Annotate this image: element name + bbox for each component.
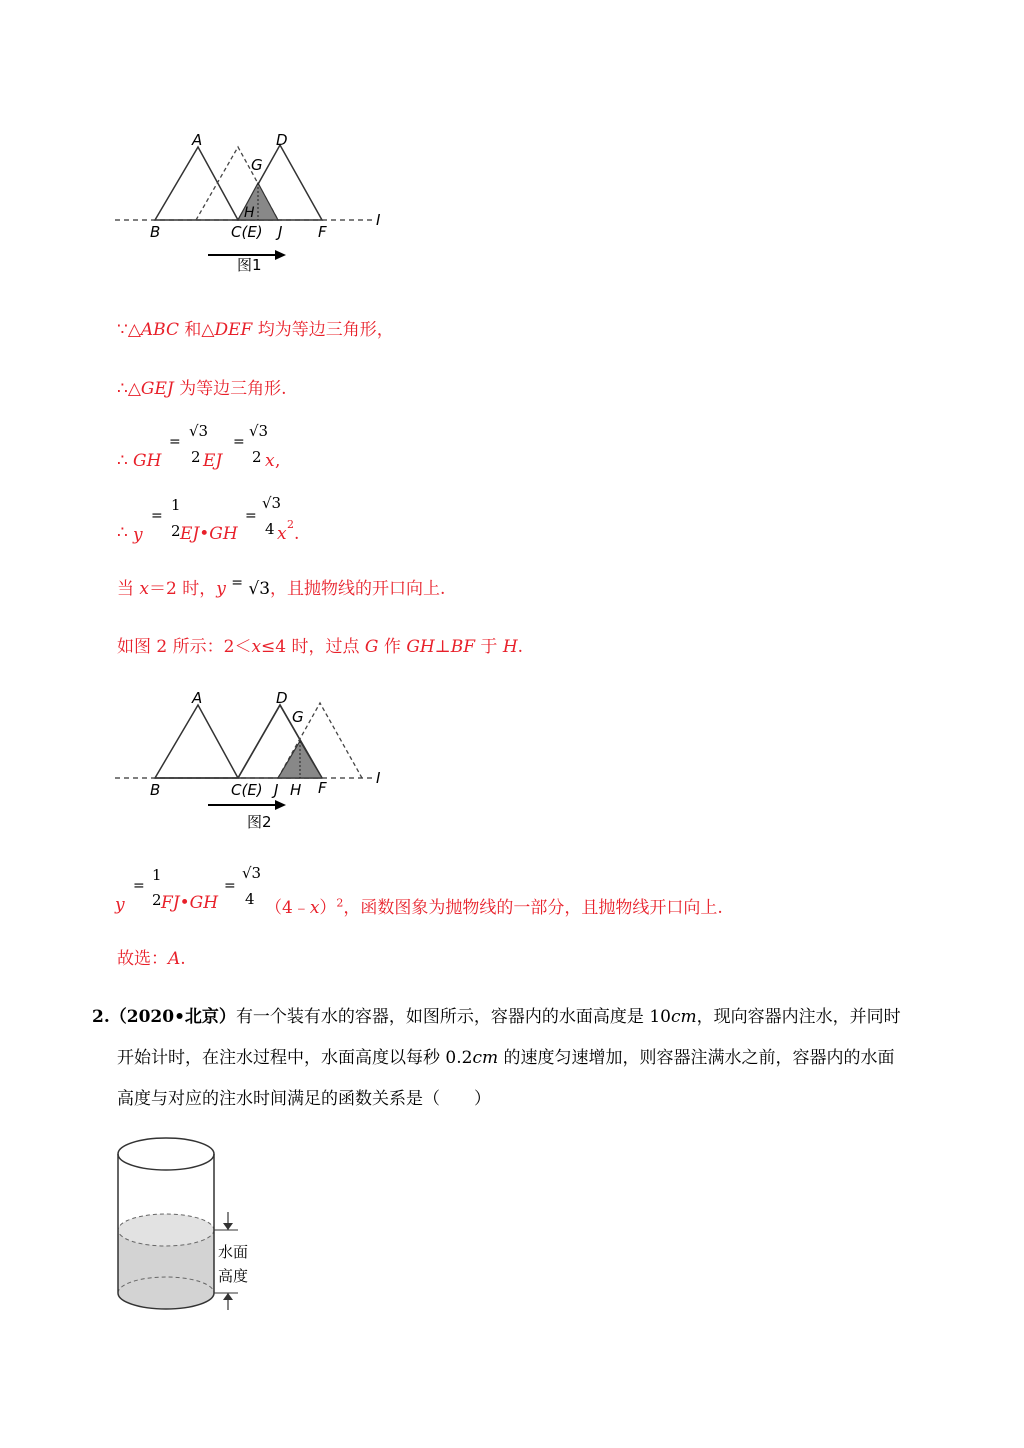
text: 有一个装有水的容器，如图所示，容器内的水面高度是 10 [235, 1007, 671, 1027]
line-7 [115, 860, 815, 920]
text: ≤4 时，过点 [261, 637, 365, 657]
numerator: 1 [152, 866, 162, 884]
text: ＝2 时， [149, 579, 217, 599]
label-f: F [318, 223, 327, 241]
denominator: 4 [265, 520, 275, 538]
sqrt-3: √3 [249, 422, 269, 440]
label-g: G [251, 156, 263, 174]
label-b: B [150, 781, 161, 799]
line-5 [117, 574, 445, 599]
equals: = [233, 434, 245, 450]
label-h: H [244, 205, 255, 221]
line-2 [117, 374, 287, 399]
var-x: x [265, 451, 275, 471]
line-3 [117, 420, 417, 475]
text: 开始计时，在注水过程中，水面高度以每秒 0.2 [117, 1048, 473, 1068]
figure-1 [110, 125, 400, 280]
text: 故选： [117, 949, 168, 969]
label-j: J [274, 781, 279, 799]
var-y: y [216, 579, 226, 599]
period: . [180, 949, 186, 969]
triangle-gej: GEJ [140, 379, 174, 399]
therefore-symbol: ∴△ [117, 379, 141, 399]
because-symbol: ∵△ [117, 320, 141, 340]
line-6 [117, 632, 523, 657]
question-2-line-1 [92, 1002, 901, 1027]
point-h: H [502, 637, 518, 657]
text: 为等边三角形. [173, 379, 287, 399]
var-bf: BF [450, 637, 476, 657]
denominator: 2 [171, 522, 181, 540]
var-x: x [309, 898, 320, 918]
var-ej-gh: EJ•GH [180, 524, 238, 544]
text: 当 [117, 579, 140, 599]
label-d: D [276, 131, 288, 149]
figure-2 [110, 683, 400, 833]
denominator: 2 [252, 448, 262, 466]
label-a: A [192, 131, 203, 149]
exponent: 2 [287, 518, 294, 531]
perp-symbol: ⊥ [434, 637, 451, 657]
text: 的速度匀速增加，则容器注满水之前，容器内的水面 [498, 1048, 895, 1068]
text: 于 [475, 637, 503, 657]
text: 均为等边三角形， [252, 320, 394, 340]
equals: = [245, 508, 257, 524]
figure-2-diagram [110, 683, 400, 833]
comma: , [275, 451, 281, 471]
equals: = [231, 575, 243, 591]
therefore-symbol: ∴ [117, 451, 128, 471]
line-4 [117, 492, 417, 547]
var-gh: GH [133, 451, 162, 471]
numerator: 1 [171, 496, 181, 514]
label-j: J [278, 223, 283, 241]
triangle-def: DEF [214, 320, 253, 340]
question-number: 2. [92, 1007, 110, 1027]
container-diagram [110, 1130, 280, 1320]
denominator: 2 [191, 448, 201, 466]
figure-1-caption: 图1 [237, 256, 262, 274]
equals: = [151, 508, 163, 524]
unit-cm: cm [670, 1007, 697, 1027]
sqrt-3: √3 [262, 494, 282, 512]
equals: = [133, 878, 145, 894]
unit-cm: cm [472, 1048, 499, 1068]
paren-open: （4﹣ [265, 898, 310, 918]
paren-close: ） [319, 898, 337, 918]
water-label-2: 高度 [218, 1267, 249, 1285]
equals: = [169, 434, 181, 450]
sqrt-3: √3 [189, 422, 209, 440]
answer: A [168, 949, 181, 969]
equals: = [224, 878, 236, 894]
label-ce: C(E) [231, 781, 263, 799]
label-i: I [376, 211, 381, 229]
var-x: x [251, 637, 262, 657]
period: . [517, 637, 524, 657]
question-source: （2020•北京） [109, 1007, 236, 1027]
water-label-1: 水面 [218, 1243, 249, 1261]
var-fj-gh: FJ•GH [161, 893, 219, 913]
label-a: A [192, 689, 203, 707]
sqrt-3: √3 [248, 579, 271, 599]
var-y: y [133, 525, 143, 545]
text: 作 [378, 637, 407, 657]
label-g: G [292, 708, 304, 726]
var-gh: GH [406, 637, 435, 657]
point-g: G [364, 637, 379, 657]
figure-1-diagram [110, 125, 400, 280]
line-8 [117, 944, 186, 969]
label-b: B [150, 223, 161, 241]
var-y: y [115, 895, 125, 915]
question-2-line-3 [117, 1084, 491, 1109]
figure-2-caption: 图2 [247, 813, 272, 831]
label-f: F [318, 779, 327, 797]
label-ce: C(E) [231, 223, 263, 241]
var-ej: EJ [203, 451, 223, 471]
label-i: I [376, 769, 381, 787]
text: ，函数图象为抛物线的一部分，且抛物线开口向上. [343, 898, 723, 918]
container-figure [110, 1130, 280, 1320]
text: 如图 2 所示：2＜ [117, 637, 252, 657]
denominator: 4 [245, 890, 255, 908]
therefore-symbol: ∴ [117, 523, 128, 543]
text: ，且抛物线的开口向上. [270, 579, 446, 599]
text: 高度与对应的注水时间满足的函数关系是（ ） [117, 1089, 491, 1109]
label-h: H [290, 781, 302, 799]
text: 和△ [178, 320, 215, 340]
denominator: 2 [152, 891, 162, 909]
text: ，现向容器内注水，并同时 [696, 1007, 901, 1027]
label-d: D [276, 689, 288, 707]
triangle-abc: ABC [140, 320, 179, 340]
period: . [294, 524, 300, 544]
line-1 [117, 315, 394, 340]
exponent: 2 [336, 896, 344, 910]
var-x: x [277, 524, 287, 544]
question-2-line-2 [117, 1043, 895, 1068]
sqrt-3: √3 [242, 864, 262, 882]
var-x: x [139, 579, 149, 599]
